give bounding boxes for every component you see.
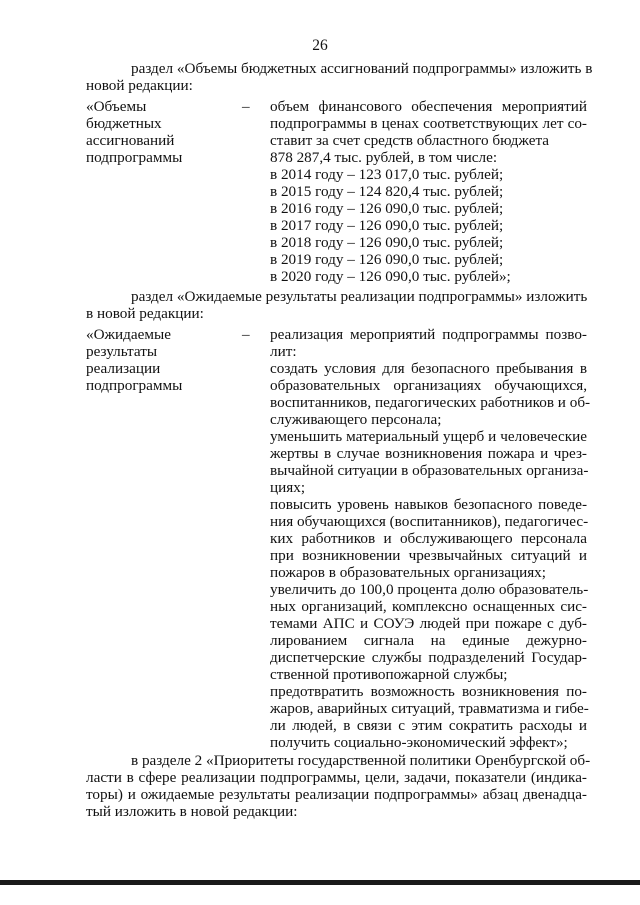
section2-content-line: при возникновении чрезвычайных ситуаций и: [270, 547, 587, 564]
section1-dash: –: [242, 98, 250, 115]
section1-year-line: в 2014 году – 123 017,0 тыс. рублей;: [270, 166, 504, 183]
section2-intro-line1: раздел «Ожидаемые результаты реализации подпрограммы» изложить: [131, 288, 588, 305]
section2-content-line: циях;: [270, 479, 306, 496]
section2-content-line: уменьшить материальный ущерб и человеческие: [270, 428, 587, 445]
section2-content-line: воспитанников, педагогических работников и об-: [270, 394, 591, 411]
section2-content-line: диспетчерские службы подразделений Государ-: [270, 649, 587, 666]
section2-label-line: подпрограммы: [86, 377, 183, 394]
section3-paragraph-line: тый изложить в новой редакции:: [86, 803, 298, 820]
section2-content-line: образовательных организациях обучающихся,: [270, 377, 587, 394]
section2-content-line: создать условия для безопасного пребывания в: [270, 360, 587, 377]
section2-content-line: ли людей, в связи с этим сократить расходы и: [270, 717, 587, 734]
section2-content-line: ких работников и обслуживающего персонала: [270, 530, 587, 547]
section2-content-line: предотвратить возможность возникновения по-: [270, 683, 587, 700]
section2-content-line: ния обучающихся (воспитанников), педагогичес-: [270, 513, 589, 530]
section2-content-line: увеличить до 100,0 процента долю образователь-: [270, 581, 589, 598]
section2-content-line: лированием сигнала на единые дежурно-: [270, 632, 587, 649]
section1-label-line: «Объемы: [86, 98, 147, 115]
section3-paragraph-line: торы) и ожидаемые результаты реализации подпрограммы» абзац двенадца-: [86, 786, 587, 803]
section1-content-line: ставит за счет средств областного бюджета: [270, 132, 550, 149]
section3-paragraph-line: ласти в сфере реализации подпрограммы, цели, задачи, показатели (индика-: [86, 769, 587, 786]
section1-year-line: в 2020 году – 126 090,0 тыс. рублей»;: [270, 268, 511, 285]
section1-year-line: в 2017 году – 126 090,0 тыс. рублей;: [270, 217, 504, 234]
section1-intro-line2: новой редакции:: [86, 77, 193, 94]
bottom-border-rule: [0, 880, 640, 885]
section2-label-line: результаты: [86, 343, 158, 360]
section2-label-line: «Ожидаемые: [86, 326, 171, 343]
section1-year-line: в 2016 году – 126 090,0 тыс. рублей;: [270, 200, 504, 217]
section2-dash: –: [242, 326, 250, 343]
section2-intro-line2: в новой редакции:: [86, 305, 204, 322]
section2-content-line: получить социально-экономический эффект»;: [270, 734, 568, 751]
section2-label-line: реализации: [86, 360, 161, 377]
section2-content-line: пожаров в образовательных организациях;: [270, 564, 546, 581]
section1-label-line: подпрограммы: [86, 149, 183, 166]
section2-content-line: лит:: [270, 343, 297, 360]
section1-label-line: бюджетных: [86, 115, 162, 132]
section2-content-line: ных организаций, комплексно оснащенных сис-: [270, 598, 587, 615]
section3-paragraph-line: в разделе 2 «Приоритеты государственной политики Оренбургской об-: [131, 752, 591, 769]
page-number: 26: [312, 37, 328, 54]
section2-content-line: ственной противопожарной службы;: [270, 666, 508, 683]
section2-content-line: служивающего персонала;: [270, 411, 442, 428]
section1-year-line: в 2015 году – 124 820,4 тыс. рублей;: [270, 183, 504, 200]
section2-content-line: жаров, аварийных ситуаций, травматизма и гибе-: [270, 700, 589, 717]
section1-content-line: объем финансового обеспечения мероприятий: [270, 98, 587, 115]
section1-content-line: 878 287,4 тыс. рублей, в том числе:: [270, 149, 498, 166]
section2-content-line: темами АПС и СОУЭ людей при пожаре с дуб-: [270, 615, 587, 632]
section2-content-line: вычайной ситуации в образовательных организа-: [270, 462, 589, 479]
section1-year-line: в 2018 году – 126 090,0 тыс. рублей;: [270, 234, 504, 251]
section2-content-line: повысить уровень навыков безопасного поведе-: [270, 496, 587, 513]
section1-label-line: ассигнований: [86, 132, 175, 149]
section2-content-line: реализация мероприятий подпрограммы позво-: [270, 326, 587, 343]
section1-year-line: в 2019 году – 126 090,0 тыс. рублей;: [270, 251, 504, 268]
section1-intro-line1: раздел «Объемы бюджетных ассигнований подпрограммы» изложить в: [131, 60, 593, 77]
section1-content-line: подпрограммы в ценах соответствующих лет со-: [270, 115, 587, 132]
section2-content-line: жертвы в случае возникновения пожара и чрез-: [270, 445, 587, 462]
